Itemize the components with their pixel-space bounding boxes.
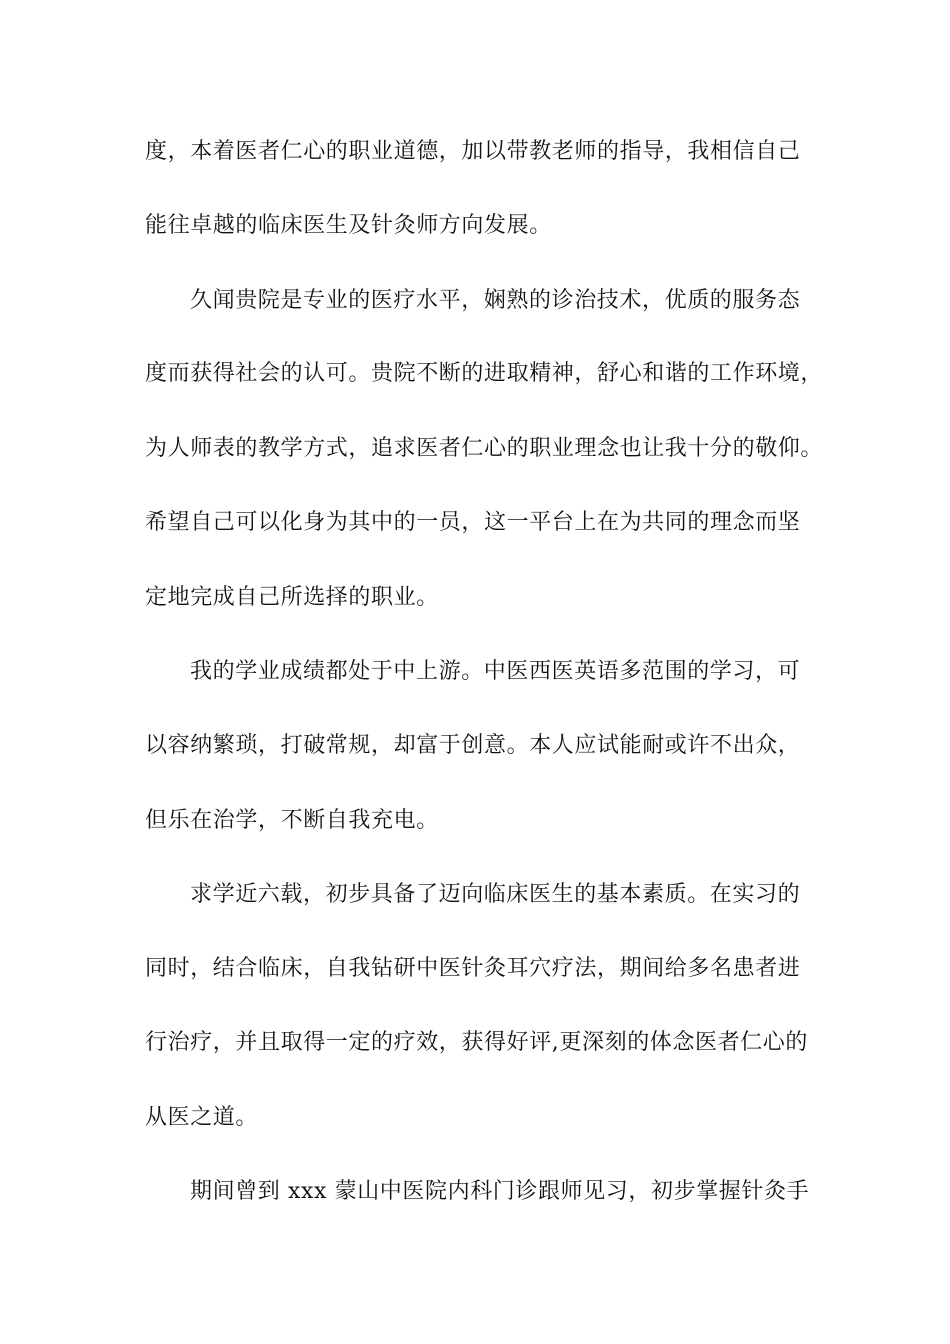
paragraph-start-line: 求学近六载，初步具备了迈向临床医生的基本素质。在实习的 [190, 882, 801, 907]
paragraph-start-line: 我的学业成绩都处于中上游。中医西医英语多范围的学习，可 [190, 659, 801, 684]
paragraph-start-line: 久闻贵院是专业的医疗水平，娴熟的诊治技术，优质的服务态 [190, 288, 801, 313]
text-line: 希望自己可以化身为其中的一员，这一平台上在为共同的理念而坚 [145, 510, 801, 535]
text-line: 为人师表的教学方式，追求医者仁心的职业理念也让我十分的敬仰。 [145, 436, 824, 461]
text-line: 度而获得社会的认可。贵院不断的进取精神，舒心和谐的工作环境， [145, 361, 824, 386]
text-line: 定地完成自己所选择的职业。 [145, 585, 439, 610]
text-line: 同时，结合临床，自我钻研中医针灸耳穴疗法，期间给多名患者进 [145, 956, 801, 981]
text-line: 能往卓越的临床医生及针灸师方向发展。 [145, 213, 552, 238]
text-line: 但乐在治学，不断自我充电。 [145, 808, 439, 833]
text-line: 从医之道。 [145, 1105, 259, 1130]
paragraph-start-line: 期间曾到 xxx 蒙山中医院内科门诊跟师见习，初步掌握针灸手 [190, 1179, 810, 1204]
text-line: 行治疗，并且取得一定的疗效，获得好评,更深刻的体念医者仁心的 [145, 1030, 808, 1055]
text-line: 度，本着医者仁心的职业道德，加以带教老师的指导，我相信自己 [145, 139, 801, 164]
text-line: 以容纳繁琐，打破常规，却富于创意。本人应试能耐或许不出众， [145, 733, 801, 758]
